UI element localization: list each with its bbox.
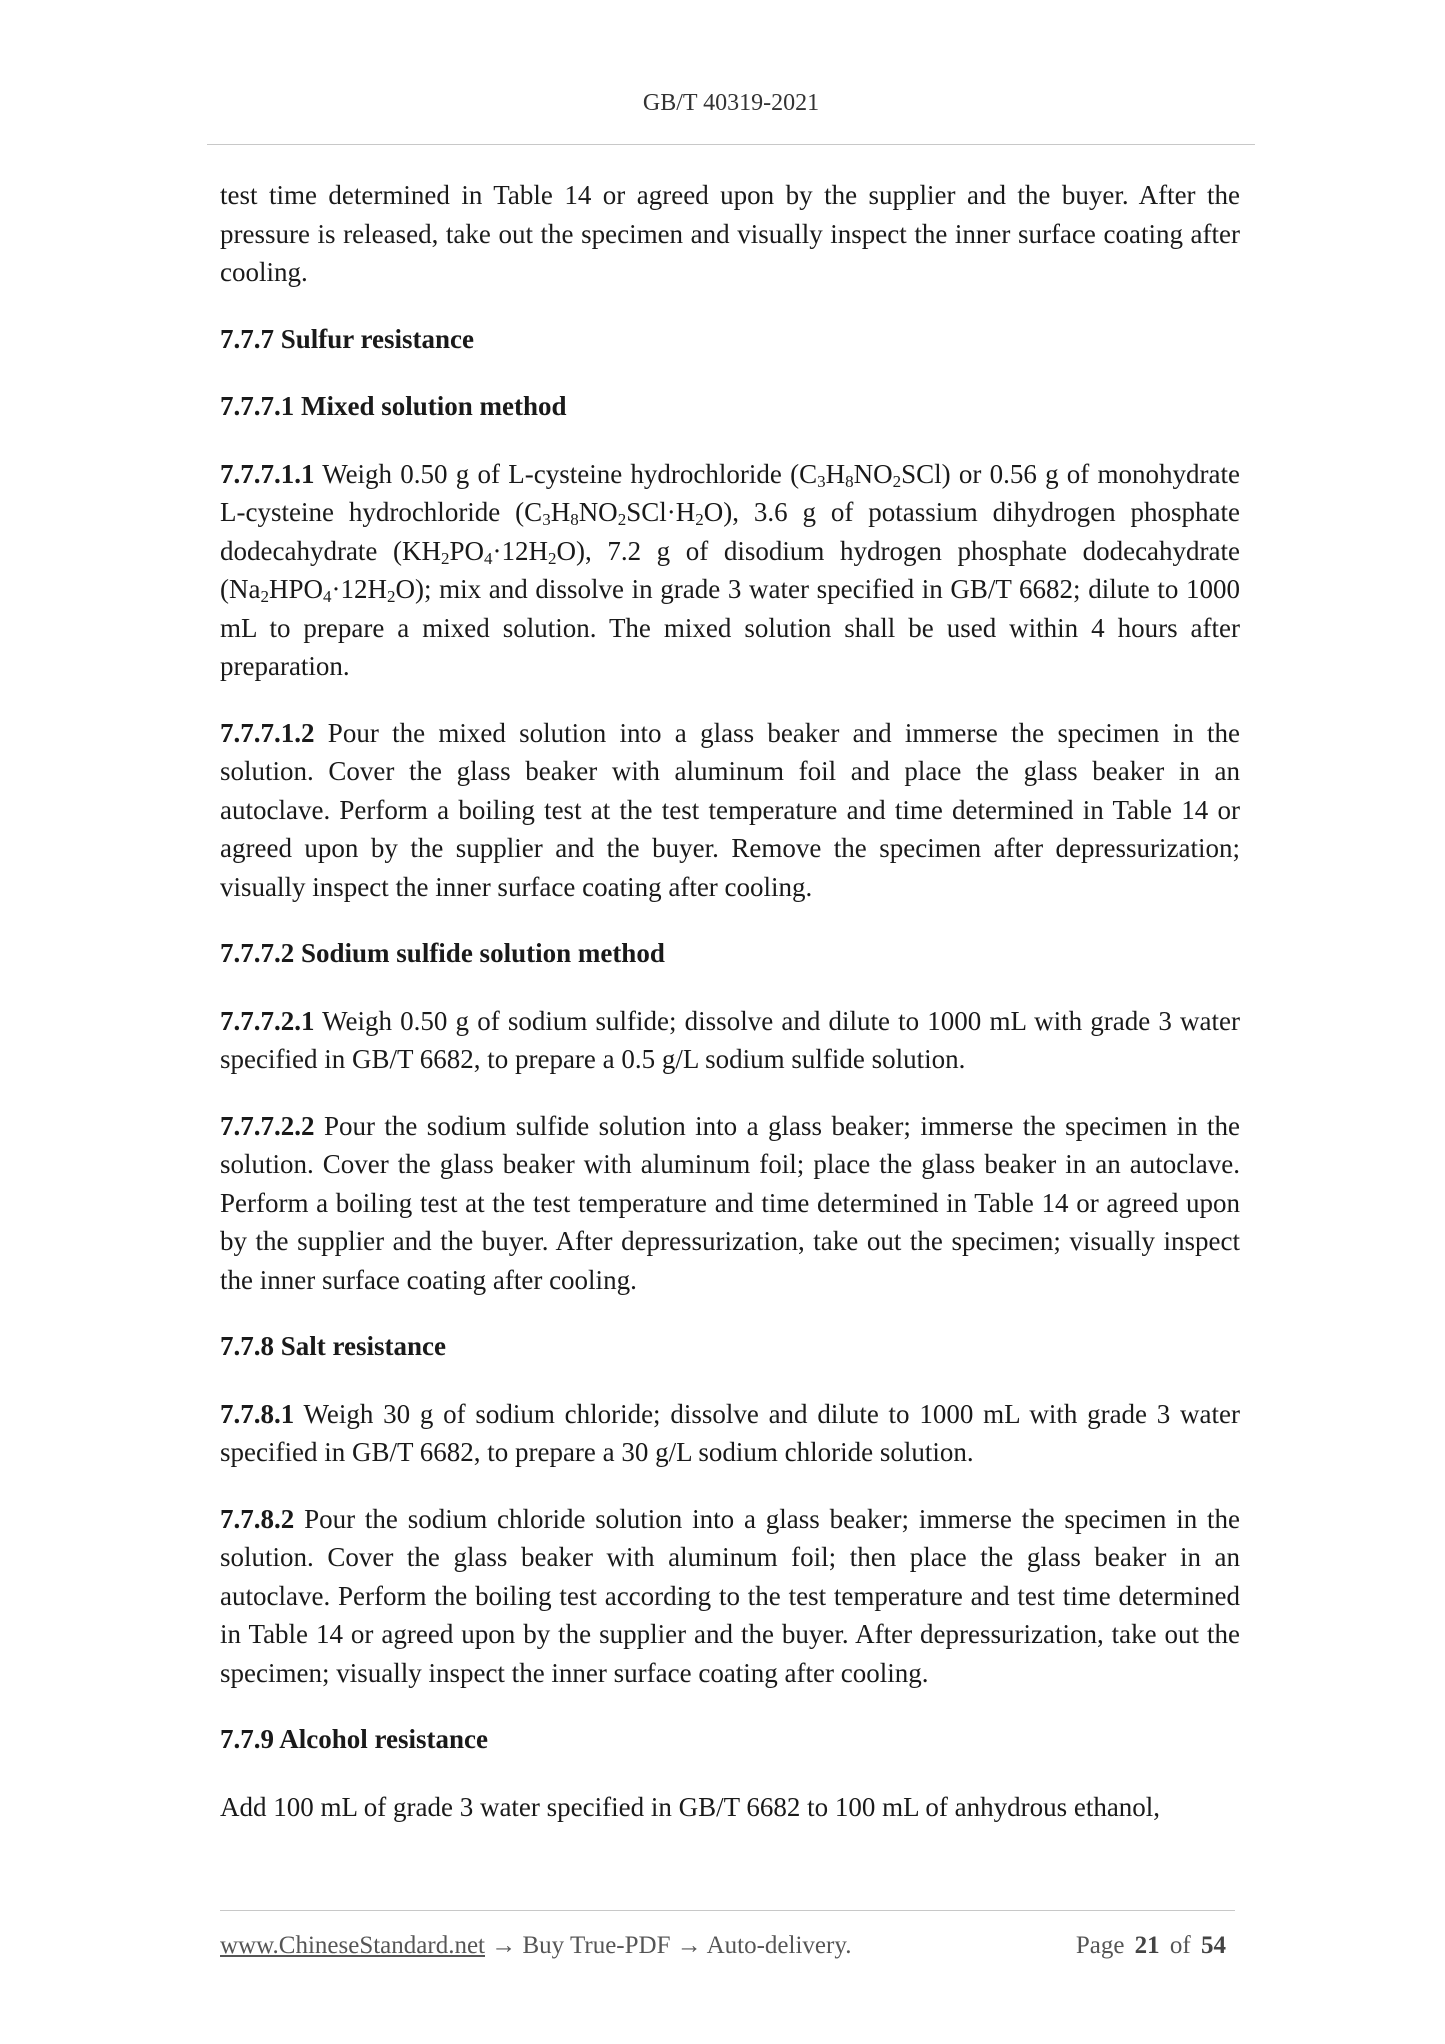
- text-run: ·12H: [331, 574, 387, 604]
- subscript: 2: [892, 471, 902, 491]
- subscript: 2: [441, 548, 450, 568]
- clause-number: 7.7.7.2.1: [220, 1005, 315, 1036]
- paragraph: [220, 455, 1240, 686]
- section-heading: 7.7.7.1 Mixed solution method: [220, 391, 567, 421]
- section-heading: 7.7.7 Sulfur resistance: [220, 323, 475, 354]
- text-run: NO: [578, 497, 618, 527]
- section-heading: 7.7.8 Salt resistance: [220, 1331, 446, 1361]
- text-run: O), 7.2 g of disodium hydrogen phosphate dodecahydrate (Na: [220, 535, 1241, 604]
- subscript: 4: [323, 587, 332, 606]
- header-standard-code: GB/T 40319-2021: [642, 90, 820, 116]
- text-run: PO: [449, 535, 485, 566]
- paragraph: [220, 714, 1240, 907]
- text-run: O), 3.6 g of potassium dihydrogen phosphate dodecahydrate (KH: [220, 497, 1240, 566]
- website-link[interactable]: www.ChineseStandard.net: [220, 1932, 485, 1959]
- paragraph: [220, 1788, 1240, 1827]
- page-current: 21: [1134, 1932, 1160, 1959]
- text-run: Weigh 30 g of sodium chloride; dissolve and dilute to 1000 mL with grade 3 water specified in GB/T 6682, to prepare a 30 g/L sodium chloride solution.: [220, 1398, 1240, 1467]
- text-run: ·12H: [492, 535, 549, 566]
- text-run: H: [550, 497, 571, 527]
- text-run: Add 100 mL of grade 3 water specified in GB/T 6682 to 100 mL of anhydrous ethanol,: [220, 1791, 1161, 1822]
- text-run: SCl) or 0.56 g of monohydrate L-cysteine hydrochloride (C: [220, 458, 1240, 527]
- paragraph: [220, 1500, 1240, 1693]
- subscript: 8: [845, 471, 854, 491]
- section-heading: 7.7.7.2 Sodium sulfide solution method: [220, 938, 665, 968]
- section-heading: 7.7.9 Alcohol resistance: [220, 1724, 488, 1754]
- text-run: test time determined in Table 14 or agreed upon by the supplier and the buyer. After the pressure is released, take out the specimen and visually inspect the inner surface coating after cooling.: [220, 180, 1240, 287]
- footer: [220, 1932, 1235, 1960]
- text-run: HPO: [268, 574, 323, 604]
- text-run: O); mix and dissolve in grade 3 water specified in GB/T 6682; dilute to 1000 mL to prepare a mixed solution. The mixed solution shall be used within 4 hours after preparation.: [220, 574, 1240, 681]
- subscript: 8: [570, 510, 579, 529]
- text-run: SCl·H: [626, 497, 696, 527]
- text-run: Weigh 0.50 g of L-cysteine hydrochloride (C: [314, 458, 818, 489]
- text-run: Pour the sodium chloride solution into a glass beaker; immerse the specimen in the solution. Cover the glass beaker with aluminum foil; then place the glass beaker in an autoclave. Perform the boiling test according to the test temperature and test time determined in Table 14 or agreed upon by the supplier and the buyer. After depressurization, take out the specimen; visually inspect the inner surface coating after cooling.: [220, 1503, 1240, 1688]
- paragraph: [220, 1002, 1240, 1079]
- clause-number: 7.7.7.2.2: [220, 1110, 315, 1141]
- clause-number: 7.7.7.1.2: [220, 717, 315, 748]
- document-body: [220, 176, 1240, 1854]
- text-run: Pour the mixed solution into a glass beaker and immerse the specimen in the solution. Cover the glass beaker with aluminum foil and place the glass beaker in an autoclave. Perform a boiling test at the test temperature and time determined in Table 14 or agreed upon by the supplier and the buyer. Remove the specimen after depressurization; visually inspect the inner surface coating after cooling.: [220, 717, 1240, 902]
- subscript: 3: [817, 471, 826, 491]
- text-run: Pour the sodium sulfide solution into a glass beaker; immerse the specimen in the solution. Cover the glass beaker with aluminum foil; place the glass beaker in an autoclave. Perform a boiling test at the test temperature and time determined in Table 14 or agreed upon by the supplier and the buyer. After depressurization, take out the specimen; visually inspect the inner surface coating after cooling.: [220, 1110, 1240, 1295]
- subscript: 3: [542, 510, 551, 529]
- subscript: 2: [260, 587, 269, 606]
- paragraph: [220, 1395, 1240, 1472]
- page-indicator: [1076, 1932, 1230, 1960]
- text-run: NO: [853, 458, 893, 489]
- footer-divider: [220, 1910, 1235, 1911]
- clause-number: 7.7.8.1: [220, 1398, 295, 1429]
- text-run: H: [825, 458, 846, 489]
- subscript: 2: [617, 510, 627, 529]
- paragraph: [220, 176, 1240, 292]
- subscript: 4: [484, 548, 493, 568]
- clause-number: 7.7.8.2: [220, 1503, 295, 1534]
- page-total: 54: [1201, 1932, 1226, 1959]
- subscript: 2: [695, 510, 704, 529]
- footer-promo-text: → Buy True-PDF → Auto-delivery.: [485, 1932, 852, 1959]
- paragraph: [220, 1107, 1240, 1300]
- page-label: Page: [1075, 1932, 1125, 1959]
- subscript: 2: [548, 548, 557, 568]
- header-divider: [207, 144, 1255, 145]
- page-of-label: of: [1169, 1932, 1191, 1959]
- subscript: 2: [387, 587, 396, 606]
- clause-number: 7.7.7.1.1: [220, 458, 315, 489]
- text-run: Weigh 0.50 g of sodium sulfide; dissolve and dilute to 1000 mL with grade 3 water specified in GB/T 6682, to prepare a 0.5 g/L sodium sulfide solution.: [220, 1005, 1240, 1074]
